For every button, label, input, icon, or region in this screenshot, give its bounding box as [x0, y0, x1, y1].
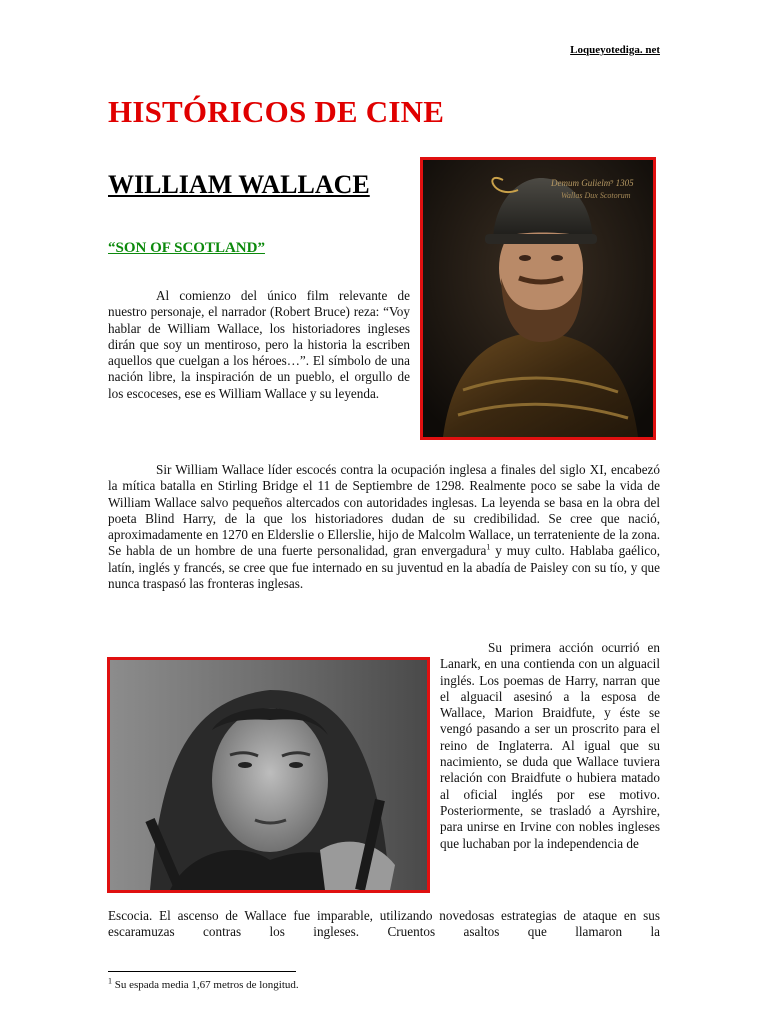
- footnote-divider: [108, 971, 296, 972]
- page-title: HISTÓRICOS DE CINE: [108, 94, 445, 129]
- portrait-inscription-line-2: Wallas Dux Scotorum: [561, 191, 631, 200]
- paragraph-intro: Al comienzo del único film relevante de nuestro personaje, el narrador (Robert Bruce) reza: “Voy hablar de William Wallace, los historiadores ingleses dirán que soy un mentiroso, pero la historia la escriben aquellos que cuelgan a los héroes…”. El símbolo de una nación libre, la inspiración de un pueblo, el orgullo de los escoceses, ese es William Wallace y su leyenda.: [108, 288, 410, 401]
- paragraph-biography-part-1: Sir William Wallace líder escocés contra la ocupación inglesa a finales del siglo XI, encabezó la mítica batalla en Stirling Bridge el 11 de Septiembre de 1298. Realmente poco se sabe la vida de William Wallace salvo pequeños altercados con autoridades inglesas. La leyenda se basa en la obra del poeta Blind Harry, de la que los historiadores dudan de su credibilidad. Se cree que nació, aproximadamente en 1270 en Elderslie o Ellerslie, hijo de Malcolm Wallace, un terrateniente de la zona. Se habla de un hombre de una fuerte personalidad, gran envergadura: [108, 462, 660, 559]
- article-subtitle: WILLIAM WALLACE: [108, 170, 370, 199]
- section-quote-title: “SON OF SCOTLAND”: [108, 240, 265, 256]
- footnote-text: Su espada media 1,67 metros de longitud.: [112, 979, 299, 991]
- film-still-image: [107, 657, 430, 893]
- paragraph-biography: [108, 462, 660, 592]
- footnote: [108, 976, 299, 991]
- footnote-mark: 1: [108, 976, 112, 986]
- wallace-portrait-image: [420, 157, 656, 440]
- paragraph-first-action-continued: Escocia. El ascenso de Wallace fue imparable, utilizando novedosas estrategias de ataque en sus escaramuzas contras los ingleses. Cruentos asaltos que llamaron la: [108, 908, 660, 940]
- paragraph-biography-part-2: y muy culto. Hablaba gaélico, latín, inglés y francés, se cree que fue internado en su juventud en la abadía de Paisley con su tío, y que nunca traspasó las fronteras inglesas.: [108, 543, 661, 592]
- site-name: Loqueyotediga. net: [570, 44, 660, 56]
- paragraph-first-action: Su primera acción ocurrió en Lanark, en una contienda con un alguacil inglés. Los poemas de Harry, narran que el alguacil asesinó a la esposa de Wallace, Marion Braidfute, y éste se vengó pasando a ser un proscrito para el reino de Inglaterra. Al igual que su nacimiento, se duda que Wallace tuviera relación con Braidfute o hubiera matado al oficial inglés por ese motivo. Posteriormente, se trasladó a Ayrshire, para unirse en Irvine con nobles ingleses que luchaban por la independencia de: [440, 640, 660, 851]
- footnote-reference[interactable]: 1: [486, 543, 491, 553]
- portrait-inscription-line: Demum Gulielm⁹ 1305: [551, 178, 634, 188]
